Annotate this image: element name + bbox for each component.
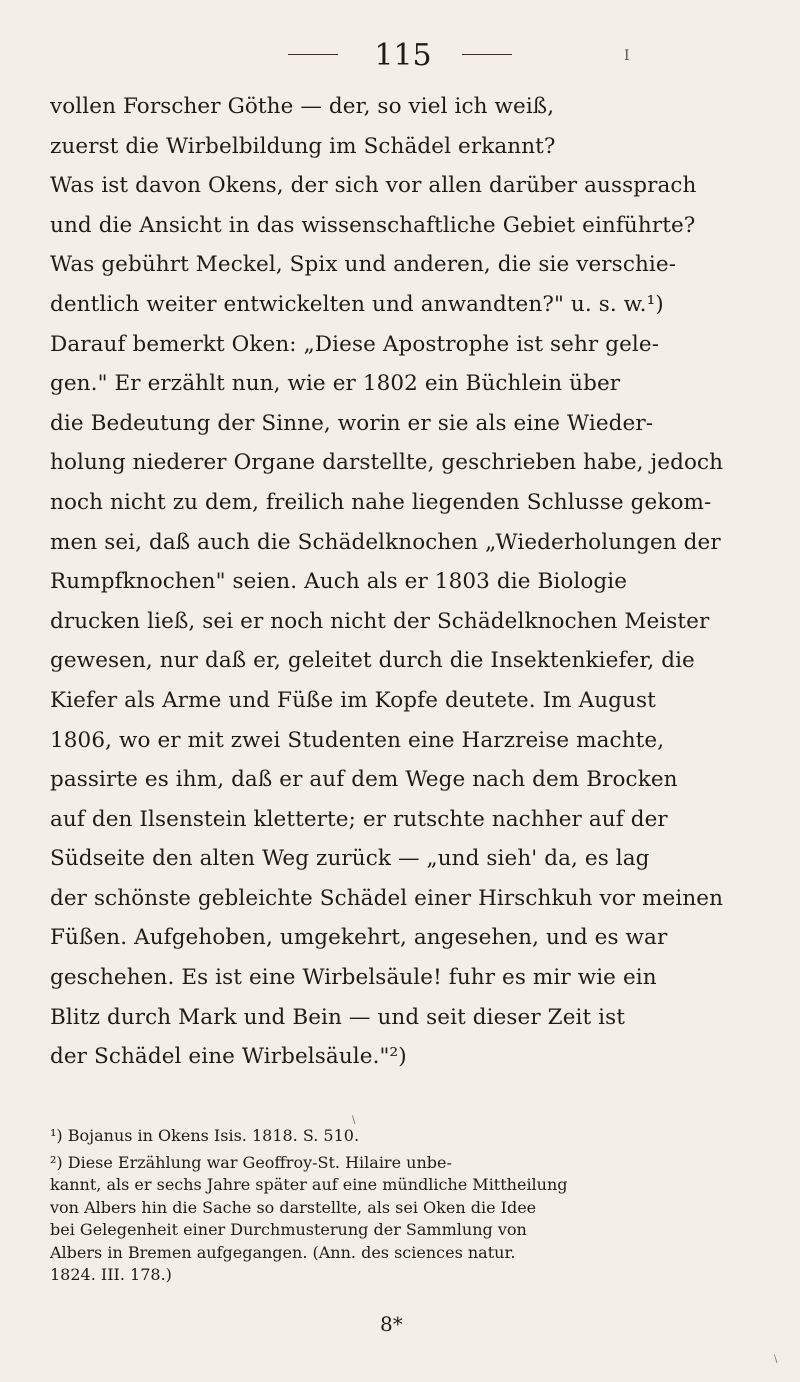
main-text: [50, 87, 770, 1077]
page-number: 115: [374, 38, 432, 73]
footnotes: [50, 1115, 770, 1287]
text-line: men sei, daß auch die Schädelknochen „Wiederholungen der: [50, 529, 721, 555]
text-line: 1806, wo er mit zwei Studenten eine Harzreise machte,: [50, 727, 665, 753]
text-line: auf den Ilsenstein kletterte; er rutschte nachher auf der: [50, 806, 668, 832]
text-line: Was gebührt Meckel, Spix und anderen, die sie verschie-: [50, 252, 677, 278]
margin-speck: \: [774, 1354, 778, 1365]
header-dash-right: [462, 54, 512, 55]
header-mark: I: [624, 48, 630, 64]
footnote-line: ²) Diese Erzählung war Geoffroy-St. Hilaire unbe-: [50, 1152, 452, 1172]
footnote-line: Albers in Bremen aufgegangen. (Ann. des sciences natur.: [50, 1242, 516, 1262]
text-line: gen." Er erzählt nun, wie er 1802 ein Büchlein über: [50, 371, 621, 397]
text-line: zuerst die Wirbelbildung im Schädel erkannt?: [50, 133, 556, 159]
footnote-1: ¹) Bojanus in Okens Isis. 1818. S. 510.: [50, 1126, 360, 1145]
text-line: vollen Forscher Göthe — der, so viel ich weiß,: [50, 94, 555, 119]
header-dash-left: [288, 54, 338, 55]
text-line: noch nicht zu dem, freilich nahe liegenden Schlusse gekom-: [50, 489, 712, 515]
text-line: Kiefer als Arme und Füße im Kopfe deutete. Im August: [50, 687, 656, 713]
signature-mark: 8*: [380, 1312, 403, 1336]
footnote-2: [50, 1152, 770, 1287]
footnote-line: bei Gelegenheit einer Durchmusterung der Sammlung von: [50, 1220, 527, 1239]
footnote-line: von Albers hin die Sache so darstellte, als sei Oken die Idee: [50, 1197, 537, 1217]
text-line: holung niederer Organe darstellte, geschrieben habe, jedoch: [50, 450, 724, 476]
text-line: die Bedeutung der Sinne, worin er sie als eine Wieder-: [50, 410, 654, 436]
footnote-line: 1824. III. 178.): [50, 1265, 172, 1284]
footnote-line: kannt, als er sechs Jahre später auf eine mündliche Mittheilung: [50, 1175, 568, 1194]
text-line: passirte es ihm, daß er auf dem Wege nach dem Brocken: [50, 767, 678, 793]
text-line: drucken ließ, sei er noch nicht der Schädelknochen Meister: [50, 608, 710, 634]
text-line: der Schädel eine Wirbelsäule."²): [50, 1044, 407, 1070]
text-line: Was ist davon Okens, der sich vor allen darüber aussprach: [50, 173, 697, 199]
text-line: Südseite den alten Weg zurück — „und sieh' da, es lag: [50, 846, 650, 872]
text-line: dentlich weiter entwickelten und anwandten?" u. s. w.¹): [50, 291, 664, 317]
text-line: gewesen, nur daß er, geleitet durch die Insektenkiefer, die: [50, 648, 695, 674]
text-line: Rumpfknochen" seien. Auch als er 1803 die Biologie: [50, 569, 628, 595]
page-header: [0, 36, 800, 76]
text-line: der schönste gebleichte Schädel einer Hirschkuh vor meinen: [50, 885, 724, 911]
footnote-mark: \: [352, 1115, 356, 1126]
text-line: geschehen. Es ist eine Wirbelsäule! fuhr es mir wie ein: [50, 965, 657, 991]
text-line: Blitz durch Mark und Bein — und seit dieser Zeit ist: [50, 1004, 626, 1030]
text-line: und die Ansicht in das wissenschaftliche Gebiet einführte?: [50, 212, 696, 238]
text-line: Darauf bemerkt Oken: „Diese Apostrophe ist sehr gele-: [50, 331, 660, 357]
text-line: Füßen. Aufgehoben, umgekehrt, angesehen, und es war: [50, 925, 668, 951]
